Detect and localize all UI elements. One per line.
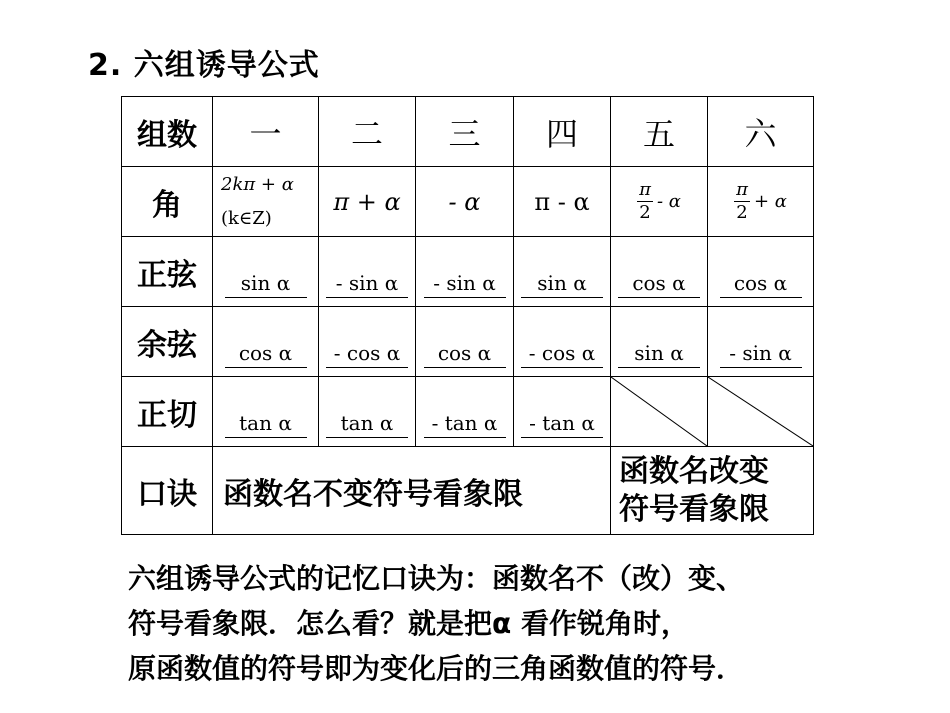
sine-value-2: - sin α: [326, 271, 408, 298]
tangent-value-4: - tan α: [521, 411, 603, 438]
row-label-sine: 正弦: [122, 237, 213, 307]
header-group-count: 组数: [122, 97, 213, 167]
row-label-rhyme: 口诀: [122, 447, 213, 535]
rhyme-right-line-2: 符号看象限: [619, 491, 769, 527]
cosine-cell: [708, 307, 814, 377]
angle-group-6-fraction: [734, 179, 787, 224]
cosine-value-5: sin α: [618, 341, 700, 368]
angle-group-6-denominator: 2: [736, 202, 748, 223]
cosine-cell: [213, 307, 319, 377]
angle-group-6-rest: + α: [753, 191, 787, 212]
sine-cell: [416, 237, 514, 307]
cosine-value-6: - sin α: [720, 341, 802, 368]
diagonal-slash: [611, 377, 707, 446]
rhyme-row: [122, 447, 814, 535]
cosine-cell: [611, 307, 708, 377]
tangent-cell: [514, 377, 611, 447]
angle-group-5-denominator: 2: [639, 202, 651, 223]
angle-group-4: π - α: [514, 167, 611, 237]
cosine-value-3: cos α: [424, 341, 506, 368]
row-label-tangent: 正切: [122, 377, 213, 447]
angle-group-6: [708, 167, 814, 237]
angle-row: [122, 167, 814, 237]
tangent-value-3: - tan α: [424, 411, 506, 438]
sine-value-3: - sin α: [424, 271, 506, 298]
sine-cell: [708, 237, 814, 307]
header-group-6: 六: [708, 97, 814, 167]
tangent-row: [122, 377, 814, 447]
angle-group-1: [213, 167, 319, 237]
tangent-cell-empty: [708, 377, 814, 447]
header-group-5: 五: [611, 97, 708, 167]
section-heading: 2. 六组诱导公式: [88, 48, 320, 83]
rhyme-right: [611, 447, 814, 535]
tangent-cell: [213, 377, 319, 447]
sine-cell: [514, 237, 611, 307]
row-label-cosine: 余弦: [122, 307, 213, 377]
rhyme-left: 函数名不变符号看象限: [213, 447, 611, 535]
diagonal-slash: [708, 377, 813, 446]
cosine-row: [122, 307, 814, 377]
sine-value-5: cos α: [618, 271, 700, 298]
tangent-value-2: tan α: [326, 411, 408, 438]
angle-group-5: [611, 167, 708, 237]
sine-value-1: sin α: [225, 271, 307, 298]
tangent-cell: [416, 377, 514, 447]
header-row: [122, 97, 814, 167]
mnemonic-note: [128, 556, 744, 691]
sine-cell: [213, 237, 319, 307]
header-group-2: 二: [319, 97, 416, 167]
cosine-cell: [416, 307, 514, 377]
tangent-cell: [319, 377, 416, 447]
angle-group-5-rest: - α: [656, 191, 681, 212]
header-group-3: 三: [416, 97, 514, 167]
note-line-1: 六组诱导公式的记忆口诀为：函数名不（改）变、: [128, 562, 745, 595]
angle-group-5-fraction: [637, 179, 681, 224]
angle-group-2: π + α: [319, 167, 416, 237]
note-line-2: 符号看象限．怎么看？就是把α 看作锐角时，: [128, 607, 689, 640]
sine-value-6: cos α: [720, 271, 802, 298]
header-group-1: 一: [213, 97, 319, 167]
sine-cell: [611, 237, 708, 307]
angle-group-3: - α: [416, 167, 514, 237]
cosine-value-1: cos α: [225, 341, 307, 368]
sine-value-4: sin α: [521, 271, 603, 298]
cosine-value-2: - cos α: [326, 341, 408, 368]
angle-group-6-numerator: π: [736, 179, 748, 200]
tangent-value-1: tan α: [225, 411, 307, 438]
angle-group-1-formula: 2kπ + α: [221, 173, 294, 195]
tangent-cell-empty: [611, 377, 708, 447]
sine-cell: [319, 237, 416, 307]
sine-row: [122, 237, 814, 307]
note-line-3: 原函数值的符号即为变化后的三角函数值的符号．: [128, 652, 745, 685]
header-group-4: 四: [514, 97, 611, 167]
row-label-angle: 角: [122, 167, 213, 237]
cosine-cell: [514, 307, 611, 377]
cosine-cell: [319, 307, 416, 377]
angle-group-1-condition: (k∈Z): [221, 207, 272, 229]
cosine-value-4: - cos α: [521, 341, 603, 368]
angle-group-5-numerator: π: [639, 179, 651, 200]
induction-formula-table: [121, 96, 814, 535]
rhyme-right-line-1: 函数名改变: [619, 453, 769, 489]
